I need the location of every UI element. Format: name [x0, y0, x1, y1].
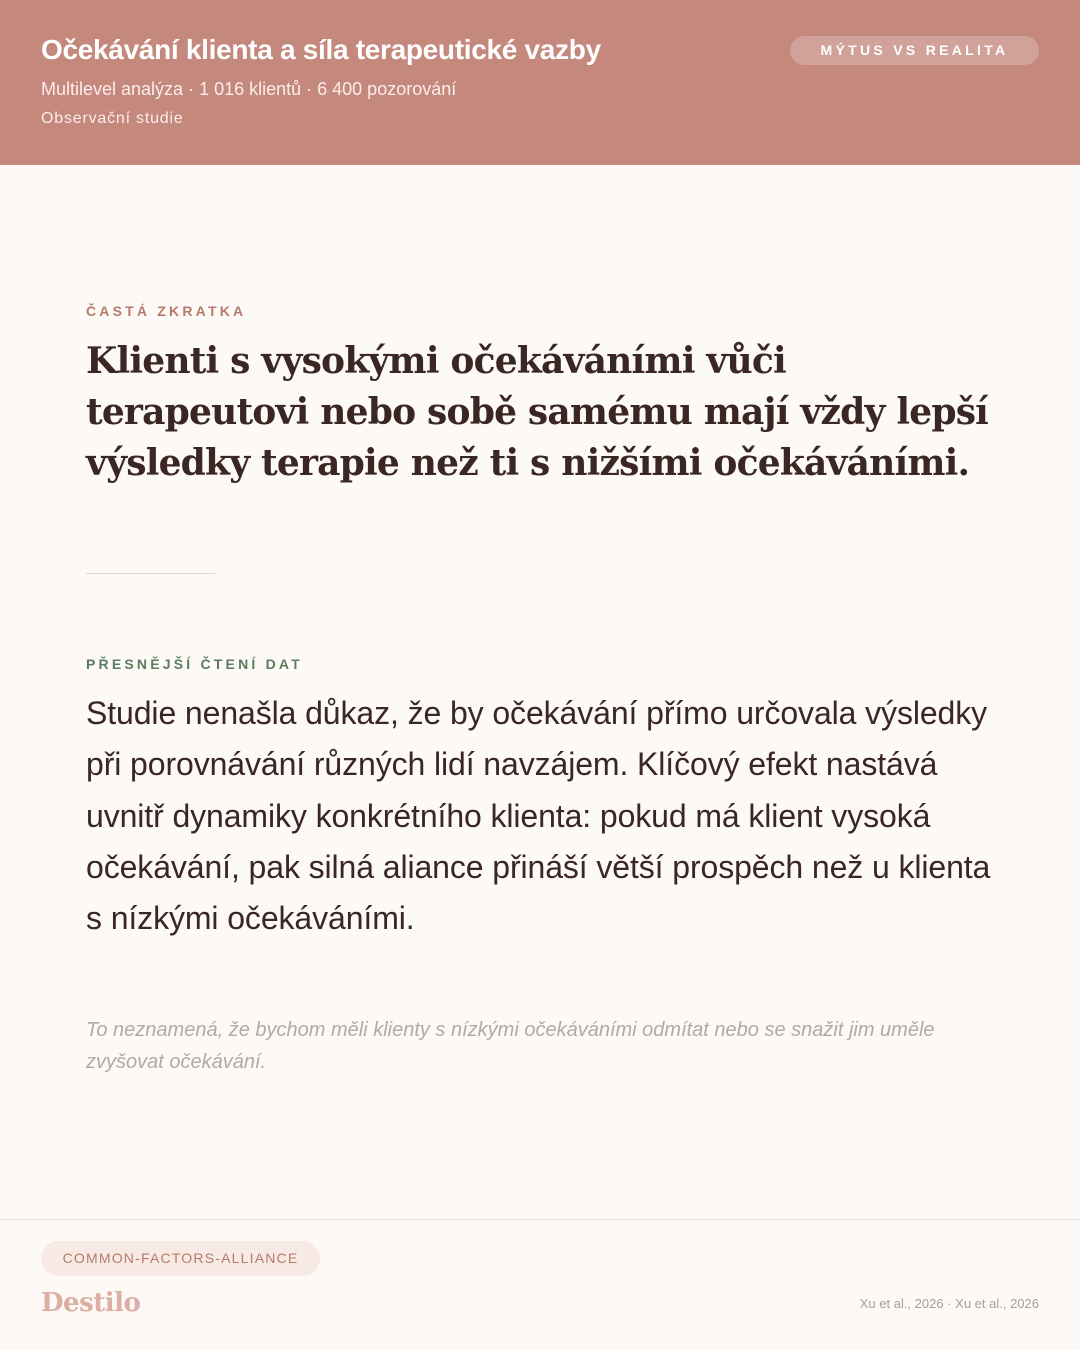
reality-label: PŘESNĚJŠÍ ČTENÍ DAT — [86, 656, 303, 672]
header-banner — [0, 0, 1080, 165]
page-title: Očekávání klienta a síla terapeutické vazby — [41, 34, 601, 65]
citation: Xu et al., 2026 · Xu et al., 2026 — [859, 1296, 1039, 1311]
section-divider — [86, 573, 215, 574]
caveat-note: To neznamená, že bychom měli klienty s nízkými očekáváními odmítat nebo se snažit jim uměle zvyšovat očekávání. — [86, 1019, 935, 1073]
reality-explanation: Studie nenašla důkaz, že by očekávání přímo určovala výsledky při porovnávání různých lidí navzájem. Klíčový efekt nastává uvnitř dynamiky konkrétního klienta: pokud má klient vysoká očekávání, pak silná aliance přináší větší prospěch než u klienta s nízkými očekáváními. — [86, 695, 991, 937]
footer-divider — [0, 1219, 1080, 1220]
topic-tag[interactable]: COMMON-FACTORS-ALLIANCE — [41, 1241, 320, 1276]
myth-label: ČASTÁ ZKRATKA — [86, 303, 247, 319]
format-badge: MÝTUS VS REALITA — [790, 36, 1039, 65]
study-type-label: Observační studie — [41, 110, 184, 127]
study-summary: Multilevel analýza · 1 016 klientů · 6 400 pozorování — [41, 79, 457, 99]
brand-logo: Destilo — [41, 1288, 141, 1318]
myth-statement: Klienti s vysokými očekáváními vůči terapeutovi nebo sobě samému mají vždy lepší výsledky terapie než ti s nižšími očekáváními. — [86, 340, 989, 484]
